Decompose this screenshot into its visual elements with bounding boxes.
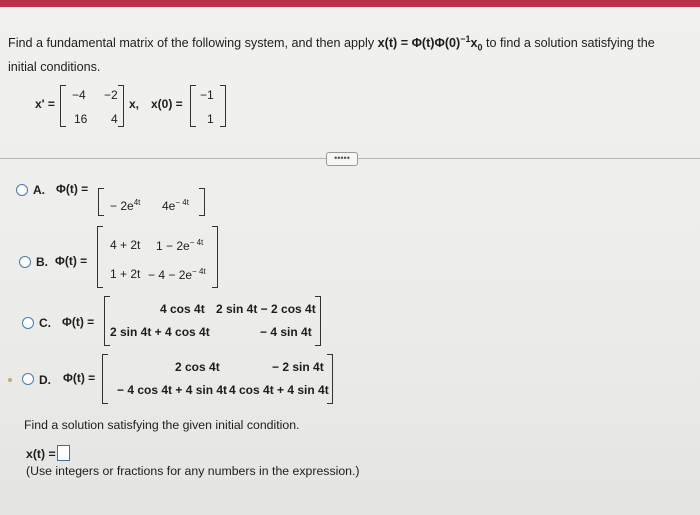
option-a-letter: A. bbox=[33, 183, 45, 197]
matrix-a-r2c2: 4 bbox=[111, 112, 118, 126]
option-d-radio[interactable] bbox=[22, 373, 34, 385]
matrix-a-left-bracket bbox=[60, 85, 66, 127]
question-prompt bbox=[8, 30, 693, 77]
option-b-r2c1: 1 + 2t bbox=[110, 267, 141, 281]
prompt-text-b: to find a solution satisfying the bbox=[482, 36, 655, 51]
matrix-a-r1c1: −4 bbox=[72, 88, 86, 102]
option-d-r1c2: − 2 sin 4t bbox=[272, 360, 324, 374]
option-b-r2c2: − $4 - 2e^{- 4t}$ bbox=[148, 267, 206, 282]
option-c-phi: Φ(t) = bbox=[62, 315, 95, 329]
prompt-x0: x bbox=[470, 36, 478, 51]
x0-right-bracket bbox=[220, 85, 226, 127]
solution-answer-input[interactable] bbox=[57, 445, 70, 461]
option-c-r2c1: 2 sin 4t + 4 cos 4t bbox=[110, 325, 210, 339]
system-lhs: x' = bbox=[35, 97, 55, 111]
solution-prompt: Find a solution satisfying the given initial condition. bbox=[24, 418, 300, 432]
matrix-a-right-bracket bbox=[118, 85, 124, 127]
option-d-left-bracket bbox=[102, 354, 108, 404]
more-button[interactable]: ••••• bbox=[326, 152, 358, 166]
option-d-r1c1: 2 cos 4t bbox=[175, 360, 220, 374]
prompt-text-line2: initial conditions. bbox=[8, 59, 101, 74]
option-a-r1c1: − $2e^{4t}$ bbox=[110, 198, 141, 213]
option-c-r1c1: 4 cos 4t bbox=[160, 302, 205, 316]
option-b-left-bracket bbox=[97, 226, 103, 288]
option-c-r2c2: − 4 sin 4t bbox=[260, 325, 312, 339]
pen-mark bbox=[8, 378, 12, 382]
option-a-right-bracket bbox=[199, 188, 205, 216]
option-a-left-bracket bbox=[98, 188, 104, 216]
option-d-right-bracket bbox=[327, 354, 333, 404]
matrix-a-r1c2: −2 bbox=[104, 88, 118, 102]
option-a-r1c2: $4e^{- 4t}$ bbox=[162, 198, 189, 213]
option-c-radio[interactable] bbox=[22, 317, 34, 329]
option-d-r2c2: 4 cos 4t + 4 sin 4t bbox=[229, 383, 329, 397]
x0-left-bracket bbox=[190, 85, 196, 127]
option-b-r1c2: $1 - 2e^{- 4t}$ bbox=[156, 238, 204, 253]
option-b-right-bracket bbox=[212, 226, 218, 288]
option-c-right-bracket bbox=[315, 296, 321, 346]
option-b-phi: Φ(t) = bbox=[55, 254, 88, 268]
option-b-letter: B. bbox=[36, 255, 48, 269]
x0-r2: 1 bbox=[207, 112, 214, 126]
initial-condition-label: x(0) = bbox=[151, 97, 183, 111]
option-a-phi: Φ(t) = bbox=[56, 182, 89, 196]
x0-r1: −1 bbox=[200, 88, 214, 102]
question-sheet bbox=[0, 7, 700, 515]
solution-hint: (Use integers or fractions for any numbers in the expression.) bbox=[26, 464, 360, 478]
matrix-a-r2c1: 16 bbox=[74, 112, 88, 126]
prompt-x0-sub: 0 bbox=[477, 42, 483, 53]
top-accent-bar bbox=[0, 0, 700, 7]
option-d-phi: Φ(t) = bbox=[63, 371, 96, 385]
option-c-letter: C. bbox=[39, 316, 51, 330]
prompt-text-a: Find a fundamental matrix of the following system, and then apply bbox=[8, 36, 378, 51]
prompt-formula: x(t) = Φ(t)Φ(0) bbox=[377, 36, 461, 51]
option-d-letter: D. bbox=[39, 373, 51, 387]
system-rhs-x: x, bbox=[129, 97, 140, 111]
option-c-r1c2: 2 sin 4t − 2 cos 4t bbox=[216, 302, 316, 316]
option-b-radio[interactable] bbox=[19, 256, 31, 268]
solution-label: x(t) = bbox=[26, 447, 56, 461]
option-a-radio[interactable] bbox=[16, 184, 28, 196]
option-b-r1c1: 4 + 2t bbox=[110, 238, 141, 252]
prompt-formula-inverse: −1 bbox=[460, 34, 471, 44]
option-d-r2c1: − 4 cos 4t + 4 sin 4t bbox=[117, 383, 228, 397]
